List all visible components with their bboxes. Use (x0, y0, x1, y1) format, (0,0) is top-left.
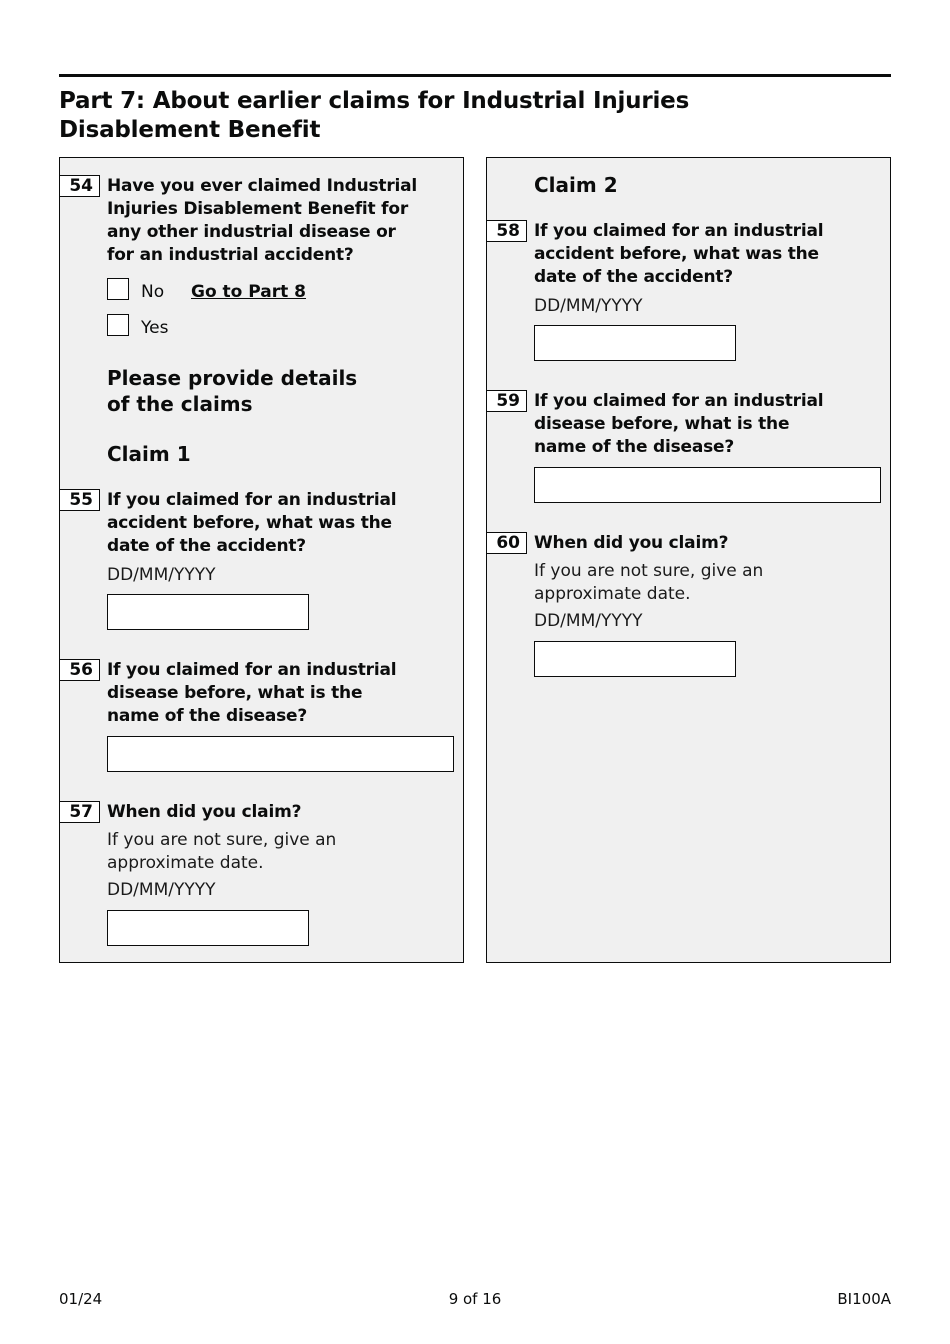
question-60-text: When did you claim? (534, 533, 729, 553)
checkbox-yes[interactable] (107, 314, 129, 336)
question-number-54: 54 (60, 175, 100, 197)
question-number-55: 55 (60, 489, 100, 511)
disease-name-input-claim-2[interactable] (534, 467, 881, 503)
approximate-date-hint: If you are not sure, give an approximate date. (534, 561, 764, 604)
question-59-text: If you claimed for an industrial disease before, what is the name of the disease? (534, 391, 824, 457)
question-number-56: 56 (60, 659, 100, 681)
question-56-text: If you claimed for an industrial disease before, what is the name of the disease? (107, 660, 397, 726)
footer-page-number: 9 of 16 (448, 1290, 502, 1308)
question-57-text: When did you claim? (107, 802, 302, 822)
checkbox-no-label: No (141, 282, 165, 302)
checkbox-yes-label: Yes (141, 318, 169, 338)
accident-date-input-claim-2[interactable] (534, 325, 736, 361)
question-number-60: 60 (487, 532, 527, 554)
question-number-59: 59 (487, 390, 527, 412)
checkbox-no[interactable] (107, 278, 129, 300)
question-55-text: If you claimed for an industrial accident before, what was the date of the accident? (107, 490, 397, 556)
details-heading: Please provide details of the claims (107, 366, 358, 416)
question-54-text: Have you ever claimed Industrial Injuries Disablement Benefit for any other industrial disease or for an industrial accident? (107, 176, 418, 265)
date-format-hint: DD/MM/YYYY (107, 880, 216, 900)
date-format-hint: DD/MM/YYYY (534, 296, 643, 316)
go-to-part-8-link[interactable]: Go to Part 8 (191, 282, 307, 302)
part-title: Part 7: About earlier claims for Industrial Injuries Disablement Benefit (59, 88, 690, 143)
date-format-hint: DD/MM/YYYY (107, 565, 216, 585)
footer-form-code: BI100A (837, 1290, 891, 1308)
question-number-57: 57 (60, 801, 100, 823)
question-number-58: 58 (487, 220, 527, 242)
claim-date-input-claim-1[interactable] (107, 910, 309, 946)
claims-panel-right (486, 157, 891, 963)
question-58-text: If you claimed for an industrial accident before, what was the date of the accident? (534, 221, 824, 287)
claims-panel-left (59, 157, 464, 963)
date-format-hint: DD/MM/YYYY (534, 611, 643, 631)
approximate-date-hint: If you are not sure, give an approximate date. (107, 830, 337, 873)
top-rule (59, 74, 891, 77)
claim-2-heading: Claim 2 (534, 173, 618, 197)
claim-date-input-claim-2[interactable] (534, 641, 736, 677)
footer-date-code: 01/24 (59, 1290, 103, 1308)
claim-1-heading: Claim 1 (107, 442, 191, 466)
accident-date-input-claim-1[interactable] (107, 594, 309, 630)
disease-name-input-claim-1[interactable] (107, 736, 454, 772)
